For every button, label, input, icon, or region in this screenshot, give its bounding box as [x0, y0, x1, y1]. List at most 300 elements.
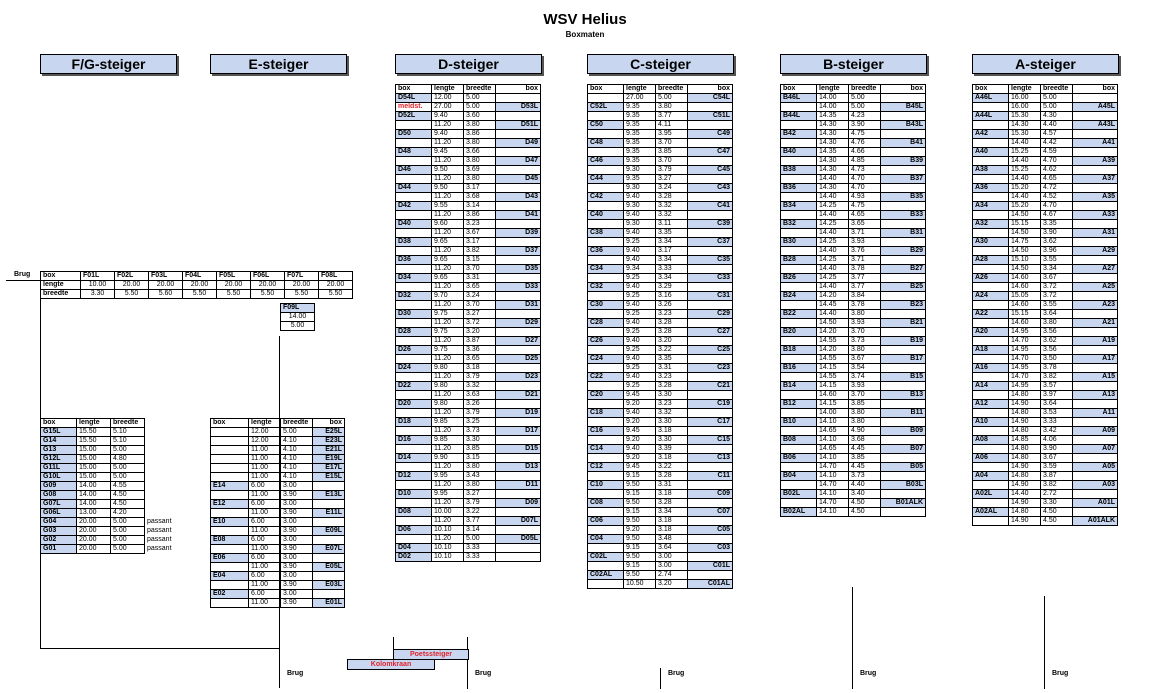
fg-steiger-header: F/G-steiger — [40, 54, 177, 74]
header-cell: breedte — [464, 85, 496, 94]
lengte-cell: 14.25 — [817, 220, 849, 229]
table-row — [973, 463, 1118, 472]
box-left-cell: B26 — [781, 274, 817, 283]
lengte-cell: 14.40 — [817, 247, 849, 256]
breedte-cell: 3.79 — [464, 373, 496, 382]
breedte-cell: 4.23 — [849, 112, 881, 121]
lengte-cell: 15.00 — [77, 455, 111, 464]
lengte-cell: 14.40 — [817, 211, 849, 220]
box-right-cell — [1073, 166, 1118, 175]
lengte-cell: 9.35 — [624, 103, 656, 112]
lengte-cell: 11.20 — [432, 391, 464, 400]
fg-brug-label: Brug — [14, 271, 31, 278]
box-left-cell: C08 — [588, 499, 624, 508]
box-left-cell: A36 — [973, 184, 1009, 193]
breedte-cell: 4.65 — [849, 211, 881, 220]
box-right-cell — [496, 166, 541, 175]
breedte-cell: 4.11 — [656, 121, 688, 130]
lengte-cell: 9.25 — [624, 346, 656, 355]
table-row — [41, 428, 181, 437]
lengte-cell: 9.50 — [432, 184, 464, 193]
table-row — [781, 319, 926, 328]
breedte-cell: 4.10 — [281, 464, 313, 473]
lengte-cell: 11.20 — [432, 463, 464, 472]
lengte-cell: 11.20 — [432, 121, 464, 130]
box-left-cell: D26 — [396, 346, 432, 355]
table-row — [781, 166, 926, 175]
box-left-cell: C14 — [588, 445, 624, 454]
table-row — [588, 301, 733, 310]
breedte-cell: 3.70 — [464, 265, 496, 274]
header-cell: F06L — [251, 272, 285, 281]
box-left-cell — [588, 400, 624, 409]
box-left-cell — [973, 301, 1009, 310]
box-left-cell — [588, 544, 624, 553]
breedte-cell: 3.64 — [1041, 310, 1073, 319]
header-cell: F08L — [319, 272, 353, 281]
value-cell: 20.00 — [319, 281, 353, 290]
box-left-cell: D24 — [396, 364, 432, 373]
lengte-cell: 9.40 — [624, 229, 656, 238]
b-center-vertical — [852, 587, 853, 689]
box-right-cell: B33 — [881, 211, 926, 220]
box-left-cell — [781, 229, 817, 238]
box-left-cell — [396, 175, 432, 184]
lengte-cell: 14.55 — [817, 355, 849, 364]
breedte-cell: 4.10 — [281, 473, 313, 482]
table-row — [41, 527, 181, 536]
table-row — [973, 148, 1118, 157]
header-cell: box — [41, 419, 77, 428]
lengte-cell: 14.90 — [1009, 463, 1041, 472]
box-left-cell: C22 — [588, 373, 624, 382]
breedte-cell: 3.18 — [656, 517, 688, 526]
lengte-cell: 15.25 — [1009, 166, 1041, 175]
box-right-cell: C27 — [688, 328, 733, 337]
box-right-cell: D41 — [496, 211, 541, 220]
value-cell: 20.00 — [115, 281, 149, 290]
box-right-cell — [1073, 346, 1118, 355]
box-right-cell: C09 — [688, 490, 733, 499]
table-row — [41, 491, 181, 500]
lengte-cell: 14.90 — [1009, 499, 1041, 508]
header-cell: box — [688, 85, 733, 94]
breedte-cell: 3.71 — [849, 256, 881, 265]
lengte-cell: 14.40 — [817, 229, 849, 238]
breedte-cell: 3.63 — [464, 391, 496, 400]
box-right-cell — [496, 490, 541, 499]
breedte-cell: 3.22 — [656, 463, 688, 472]
breedte-cell: 4.50 — [849, 499, 881, 508]
table-row — [781, 139, 926, 148]
box-right-cell: A09 — [1073, 427, 1118, 436]
box-left-cell: C40 — [588, 211, 624, 220]
breedte-cell: 3.00 — [281, 536, 313, 545]
box-left-cell — [396, 355, 432, 364]
box-right-cell: B23 — [881, 301, 926, 310]
box-left-cell: D02 — [396, 553, 432, 562]
breedte-cell: 3.22 — [464, 508, 496, 517]
lengte-cell: 9.40 — [624, 247, 656, 256]
table-row — [973, 193, 1118, 202]
breedte-cell: 3.18 — [656, 490, 688, 499]
box-right-cell: B37 — [881, 175, 926, 184]
fg-bottom-horizontal — [40, 648, 280, 649]
table-row — [281, 322, 315, 331]
box-right-cell — [688, 499, 733, 508]
lengte-cell: 15.00 — [77, 446, 111, 455]
lengte-cell: 11.20 — [432, 373, 464, 382]
breedte-cell: 5.00 — [1041, 103, 1073, 112]
box-left-cell — [396, 265, 432, 274]
box-right-cell — [881, 292, 926, 301]
lengte-cell: 6.00 — [249, 590, 281, 599]
a-steiger-header: A-steiger — [972, 54, 1119, 74]
box-left-cell — [396, 157, 432, 166]
box-right-cell — [881, 112, 926, 121]
lengte-cell: 9.50 — [624, 481, 656, 490]
breedte-cell: 3.82 — [464, 247, 496, 256]
box-left-cell: A02L — [973, 490, 1009, 499]
box-left-cell — [588, 112, 624, 121]
table-row — [396, 274, 541, 283]
box-cell: G13 — [41, 446, 77, 455]
breedte-cell: 3.60 — [464, 112, 496, 121]
box-left-cell: D38 — [396, 238, 432, 247]
box-left-cell — [588, 256, 624, 265]
lengte-cell: 9.30 — [624, 202, 656, 211]
table-row — [588, 517, 733, 526]
lengte-cell: 14.60 — [1009, 319, 1041, 328]
box-left-cell: B36 — [781, 184, 817, 193]
lengte-cell: 27.00 — [432, 103, 464, 112]
lengte-cell: 14.30 — [817, 130, 849, 139]
box-left-cell — [211, 527, 249, 536]
box-right-cell — [1073, 310, 1118, 319]
lengte-cell: 14.80 — [1009, 445, 1041, 454]
breedte-cell: 5.00 — [111, 464, 145, 473]
box-left-cell — [396, 517, 432, 526]
lengte-cell: 11.20 — [432, 499, 464, 508]
box-left-cell: B10 — [781, 418, 817, 427]
box-left-cell — [211, 491, 249, 500]
box-left-cell — [973, 121, 1009, 130]
lengte-cell: 14.80 — [1009, 409, 1041, 418]
table-row — [588, 364, 733, 373]
box-left-cell — [211, 437, 249, 446]
box-left-cell — [396, 409, 432, 418]
lengte-cell: 9.30 — [624, 184, 656, 193]
box-left-cell — [781, 121, 817, 130]
box-left-cell: B28 — [781, 256, 817, 265]
box-left-cell: C36 — [588, 247, 624, 256]
box-right-cell: B25 — [881, 283, 926, 292]
f09l-table — [280, 303, 315, 331]
breedte-cell: 5.00 — [464, 535, 496, 544]
lengte-cell: 10.50 — [624, 580, 656, 589]
breedte-cell: 3.85 — [464, 445, 496, 454]
breedte-cell: 3.90 — [849, 121, 881, 130]
value-cell: 5.50 — [183, 290, 217, 299]
table-row — [973, 238, 1118, 247]
breedte-cell: 4.70 — [1041, 202, 1073, 211]
table-row — [781, 256, 926, 265]
lengte-cell: 9.40 — [624, 337, 656, 346]
box-left-cell: B46L — [781, 94, 817, 103]
box-left-cell — [396, 211, 432, 220]
breedte-cell: 3.34 — [656, 238, 688, 247]
table-row — [396, 265, 541, 274]
box-left-cell — [588, 346, 624, 355]
box-right-cell — [881, 130, 926, 139]
breedte-cell: 4.62 — [1041, 166, 1073, 175]
table-row — [781, 265, 926, 274]
box-left-cell: D06 — [396, 526, 432, 535]
box-right-cell — [688, 283, 733, 292]
box-right-cell — [1073, 364, 1118, 373]
lengte-cell: 6.00 — [249, 536, 281, 545]
box-right-cell — [688, 373, 733, 382]
breedte-cell: 2.72 — [1041, 490, 1073, 499]
breedte-cell: 4.70 — [849, 184, 881, 193]
box-left-cell: D16 — [396, 436, 432, 445]
table-row — [781, 301, 926, 310]
lengte-cell: 9.15 — [624, 544, 656, 553]
lengte-cell: 14.80 — [1009, 391, 1041, 400]
table-row — [41, 545, 181, 554]
box-left-cell: A06 — [973, 454, 1009, 463]
box-right-cell — [688, 535, 733, 544]
table-row — [588, 265, 733, 274]
lengte-cell: 14.15 — [817, 382, 849, 391]
breedte-cell: 4.66 — [849, 148, 881, 157]
breedte-cell: 3.17 — [656, 247, 688, 256]
table-row — [41, 446, 181, 455]
breedte-cell: 5.00 — [111, 536, 145, 545]
lengte-cell: 10.10 — [432, 544, 464, 553]
lengte-cell: 11.20 — [432, 265, 464, 274]
breedte-cell: 3.80 — [1041, 319, 1073, 328]
box-left-cell: C32 — [588, 283, 624, 292]
lengte-cell: 14.40 — [1009, 193, 1041, 202]
table-row — [588, 445, 733, 454]
breedte-cell: 3.72 — [1041, 292, 1073, 301]
lengte-cell: 15.00 — [77, 464, 111, 473]
box-left-cell — [588, 220, 624, 229]
breedte-cell: 3.24 — [656, 184, 688, 193]
box-left-cell: B12 — [781, 400, 817, 409]
header-cell: F02L — [115, 272, 149, 281]
table-row — [973, 301, 1118, 310]
box-right-cell: C17 — [688, 418, 733, 427]
box-left-cell: E06 — [211, 554, 249, 563]
lengte-cell: 6.00 — [249, 482, 281, 491]
box-right-cell: A05 — [1073, 463, 1118, 472]
lengte-cell: 11.00 — [249, 527, 281, 536]
box-right-cell: E01L — [313, 599, 345, 608]
table-row — [973, 436, 1118, 445]
box-left-cell — [211, 599, 249, 608]
lengte-cell: 11.00 — [249, 599, 281, 608]
table-row — [973, 499, 1118, 508]
lengte-cell: 14.80 — [1009, 454, 1041, 463]
breedte-cell: 3.55 — [1041, 256, 1073, 265]
table-row — [588, 337, 733, 346]
table-row — [41, 437, 181, 446]
box-left-cell — [211, 563, 249, 572]
lengte-cell: 14.70 — [817, 463, 849, 472]
passant-note: passant — [147, 518, 172, 525]
lengte-cell: 14.10 — [817, 508, 849, 517]
box-left-cell — [396, 463, 432, 472]
lengte-cell: 9.35 — [624, 112, 656, 121]
lengte-cell: 9.40 — [624, 409, 656, 418]
lengte-cell: 9.20 — [624, 418, 656, 427]
box-right-cell — [496, 508, 541, 517]
box-right-cell: B45L — [881, 103, 926, 112]
box-right-cell: E05L — [313, 563, 345, 572]
breedte-cell: 3.90 — [281, 527, 313, 536]
page-title: WSV Helius — [543, 11, 627, 28]
lengte-cell: 14.60 — [1009, 283, 1041, 292]
box-right-cell: C21 — [688, 382, 733, 391]
table-row — [396, 184, 541, 193]
value-cell: 10.00 — [81, 281, 115, 290]
box-right-cell: A27 — [1073, 265, 1118, 274]
breedte-cell: 4.67 — [1041, 211, 1073, 220]
box-left-cell — [781, 103, 817, 112]
lengte-cell: 14.10 — [817, 454, 849, 463]
lengte-cell: 14.40 — [1009, 175, 1041, 184]
box-right-cell: A25 — [1073, 283, 1118, 292]
box-right-cell: C03 — [688, 544, 733, 553]
lengte-cell: 9.95 — [432, 472, 464, 481]
table-row — [588, 112, 733, 121]
breedte-cell: 3.42 — [1041, 427, 1073, 436]
lengte-cell: 14.85 — [1009, 436, 1041, 445]
box-right-cell — [496, 346, 541, 355]
breedte-cell: 3.68 — [849, 436, 881, 445]
box-left-cell — [781, 337, 817, 346]
table-row — [973, 391, 1118, 400]
breedte-cell: 3.18 — [464, 364, 496, 373]
table-row — [396, 310, 541, 319]
box-right-cell — [881, 328, 926, 337]
box-right-cell — [688, 409, 733, 418]
breedte-cell: 3.32 — [656, 202, 688, 211]
box-left-cell — [588, 490, 624, 499]
lengte-cell: 11.00 — [249, 563, 281, 572]
table-row — [588, 211, 733, 220]
box-right-cell: C49 — [688, 130, 733, 139]
box-left-cell — [973, 373, 1009, 382]
breedte-cell: 3.33 — [464, 544, 496, 553]
row-label-cell: lengte — [41, 281, 81, 290]
table-row — [781, 427, 926, 436]
box-right-cell: D23 — [496, 373, 541, 382]
table-row — [396, 238, 541, 247]
value-cell: 5.00 — [281, 322, 315, 331]
breedte-cell: 3.50 — [1041, 355, 1073, 364]
box-right-cell — [688, 463, 733, 472]
lengte-cell: 14.55 — [817, 373, 849, 382]
table-row — [973, 454, 1118, 463]
table-row — [588, 256, 733, 265]
table-row — [396, 544, 541, 553]
box-cell: G15L — [41, 428, 77, 437]
box-right-cell — [881, 256, 926, 265]
box-right-cell: A03 — [1073, 481, 1118, 490]
table-row — [588, 247, 733, 256]
breedte-cell: 3.87 — [1041, 472, 1073, 481]
box-right-cell — [1073, 130, 1118, 139]
breedte-cell: 5.00 — [1041, 94, 1073, 103]
box-left-cell — [781, 427, 817, 436]
breedte-cell: 3.30 — [1041, 499, 1073, 508]
lengte-cell: 11.20 — [432, 175, 464, 184]
table-row — [396, 463, 541, 472]
lengte-cell: 14.35 — [817, 148, 849, 157]
breedte-cell: 3.97 — [1041, 391, 1073, 400]
breedte-cell: 3.31 — [464, 274, 496, 283]
breedte-cell: 3.85 — [849, 400, 881, 409]
table-row — [973, 418, 1118, 427]
breedte-cell: 4.50 — [849, 508, 881, 517]
table-row — [973, 292, 1118, 301]
box-left-cell — [588, 436, 624, 445]
table-row — [973, 229, 1118, 238]
box-right-cell: C11 — [688, 472, 733, 481]
box-left-cell: A34 — [973, 202, 1009, 211]
table-row — [781, 328, 926, 337]
row-label-cell: breedte — [41, 290, 81, 299]
breedte-cell: 5.00 — [464, 94, 496, 103]
breedte-cell: 3.70 — [464, 301, 496, 310]
box-left-cell — [211, 455, 249, 464]
box-left-cell — [588, 418, 624, 427]
lengte-cell: 14.10 — [817, 436, 849, 445]
breedte-cell: 3.77 — [849, 283, 881, 292]
box-left-cell: B40 — [781, 148, 817, 157]
box-left-cell: D46 — [396, 166, 432, 175]
table-row — [973, 265, 1118, 274]
table-row — [973, 328, 1118, 337]
breedte-cell: 3.15 — [464, 256, 496, 265]
breedte-cell: 3.76 — [849, 247, 881, 256]
box-left-cell — [396, 427, 432, 436]
value-cell: 5.50 — [217, 290, 251, 299]
table-row — [588, 94, 733, 103]
box-right-cell: E11L — [313, 509, 345, 518]
lengte-cell: 9.80 — [432, 364, 464, 373]
box-left-cell — [781, 265, 817, 274]
box-left-cell: D52L — [396, 112, 432, 121]
lengte-cell: 11.20 — [432, 445, 464, 454]
table-row — [588, 184, 733, 193]
passant-note — [145, 464, 181, 473]
lengte-cell: 14.40 — [817, 265, 849, 274]
lengte-cell: 20.00 — [77, 518, 111, 527]
table-row — [781, 274, 926, 283]
table-row — [973, 175, 1118, 184]
table-row — [396, 535, 541, 544]
box-right-cell: A33 — [1073, 211, 1118, 220]
box-right-cell: A11 — [1073, 409, 1118, 418]
box-right-cell — [688, 553, 733, 562]
box-right-cell: B35 — [881, 193, 926, 202]
box-left-cell — [588, 454, 624, 463]
box-left-cell — [973, 409, 1009, 418]
